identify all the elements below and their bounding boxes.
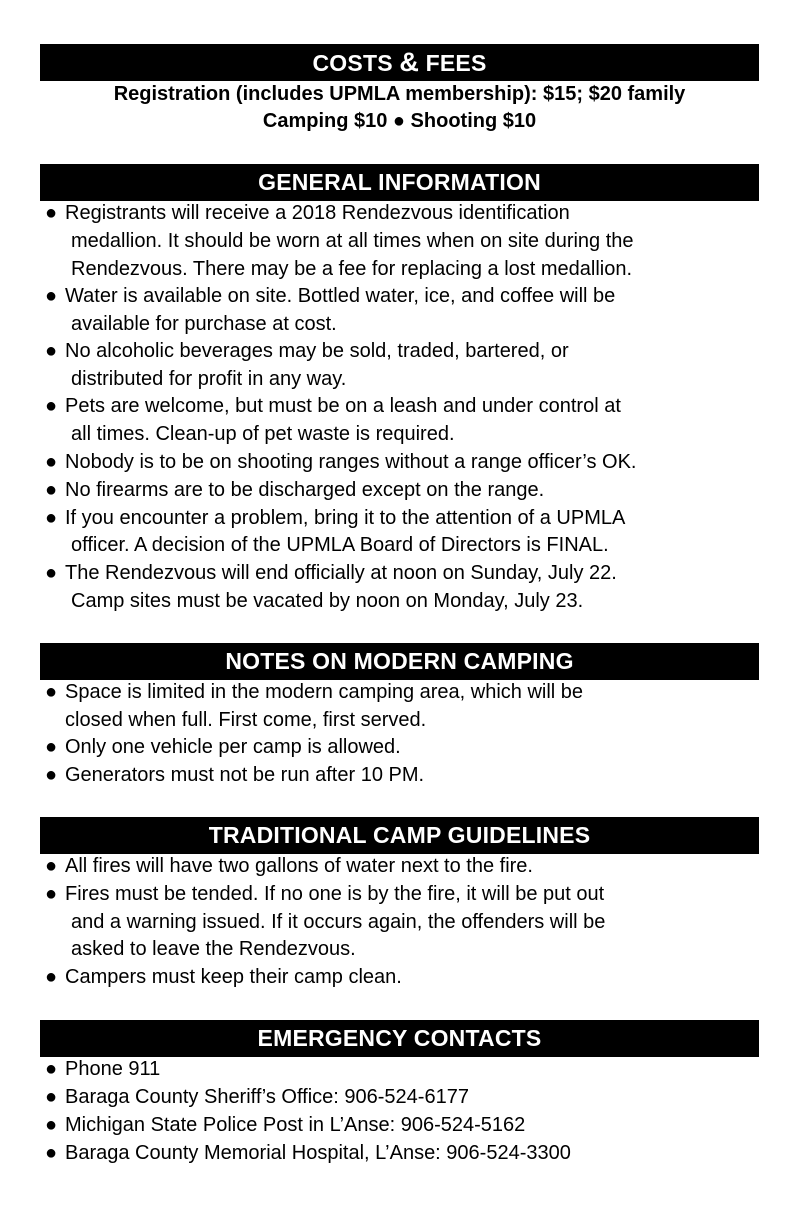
modern-camping-heading: NOTES ON MODERN CAMPING	[40, 643, 759, 680]
list-item-continuation: distributed for profit in any way.	[71, 368, 347, 390]
bullet-icon: ●	[45, 966, 58, 988]
bullet-icon: ●	[45, 562, 58, 584]
list-item-continuation: Camp sites must be vacated by noon on Monday, July 23.	[71, 590, 584, 612]
list-item: ● Michigan State Police Post in L’Anse: 906-524-5162	[45, 1111, 525, 1139]
list-item: ● Water is available on site. Bottled water, ice, and coffee will be	[45, 282, 615, 310]
list-item: ● Phone 911	[45, 1055, 160, 1083]
bullet-icon: ●	[45, 1114, 58, 1136]
list-item-continuation: and a warning issued. If it occurs again, the offenders will be	[71, 911, 606, 933]
list-item: ● Space is limited in the modern camping area, which will be	[45, 678, 583, 706]
list-item: ● Baraga County Memorial Hospital, L’Anse: 906-524-3300	[45, 1139, 571, 1167]
list-item: ● Baraga County Sheriff’s Office: 906-524-6177	[45, 1083, 469, 1111]
bullet-icon: ●	[45, 855, 58, 877]
list-item: ● No alcoholic beverages may be sold, traded, bartered, or	[45, 337, 569, 365]
bullet-icon: ●	[45, 395, 58, 417]
costs-heading-ampersand: &	[399, 47, 420, 77]
bullet-icon: ●	[45, 340, 58, 362]
costs-heading-part-b: FEES	[419, 50, 487, 76]
bullet-icon: ●	[45, 285, 58, 307]
list-item: ● Nobody is to be on shooting ranges without a range officer’s OK.	[45, 448, 636, 476]
costs-heading-part-a: COSTS	[312, 50, 400, 76]
bullet-icon: ●	[45, 451, 58, 473]
list-item: ● The Rendezvous will end officially at noon on Sunday, July 22.	[45, 559, 617, 587]
costs-fees-heading	[40, 44, 759, 81]
bullet-icon: ●	[45, 764, 58, 786]
list-item: ● Registrants will receive a 2018 Rendezvous identification	[45, 199, 570, 227]
list-item: ● Generators must not be run after 10 PM.	[45, 761, 424, 789]
list-item: ● No firearms are to be discharged except on the range.	[45, 476, 544, 504]
bullet-icon: ●	[45, 1086, 58, 1108]
bullet-icon: ●	[45, 507, 58, 529]
bullet-icon: ●	[45, 202, 58, 224]
list-item: ● Campers must keep their camp clean.	[45, 963, 402, 991]
bullet-icon: ●	[45, 1058, 58, 1080]
list-item-continuation: available for purchase at cost.	[71, 313, 337, 335]
general-information-heading: GENERAL INFORMATION	[40, 164, 759, 201]
list-item: ● All fires will have two gallons of water next to the fire.	[45, 852, 533, 880]
emergency-contacts-heading: EMERGENCY CONTACTS	[40, 1020, 759, 1057]
camping-shooting-fee-line: Camping $10 ● Shooting $10	[262, 110, 537, 132]
list-item-continuation: medallion. It should be worn at all times when on site during the	[71, 230, 634, 252]
bullet-icon: ●	[45, 736, 58, 758]
bullet-icon: ●	[45, 479, 58, 501]
list-item-continuation: closed when full. First come, first served.	[65, 709, 427, 731]
bullet-icon: ●	[45, 883, 58, 905]
list-item-continuation: Rendezvous. There may be a fee for replacing a lost medallion.	[71, 258, 633, 280]
list-item-continuation: officer. A decision of the UPMLA Board of Directors is FINAL.	[71, 534, 609, 556]
bullet-icon: ●	[45, 681, 58, 703]
list-item: ● Pets are welcome, but must be on a leash and under control at	[45, 392, 621, 420]
list-item: ● If you encounter a problem, bring it to the attention of a UPMLA	[45, 504, 625, 532]
list-item: ● Fires must be tended. If no one is by the fire, it will be put out	[45, 880, 604, 908]
registration-fee-line: Registration (includes UPMLA membership): $15; $20 family	[113, 83, 686, 105]
list-item-continuation: asked to leave the Rendezvous.	[71, 938, 356, 960]
traditional-camp-heading: TRADITIONAL CAMP GUIDELINES	[40, 817, 759, 854]
list-item: ● Only one vehicle per camp is allowed.	[45, 733, 401, 761]
list-item-continuation: all times. Clean-up of pet waste is required.	[71, 423, 455, 445]
bullet-icon: ●	[45, 1142, 58, 1164]
